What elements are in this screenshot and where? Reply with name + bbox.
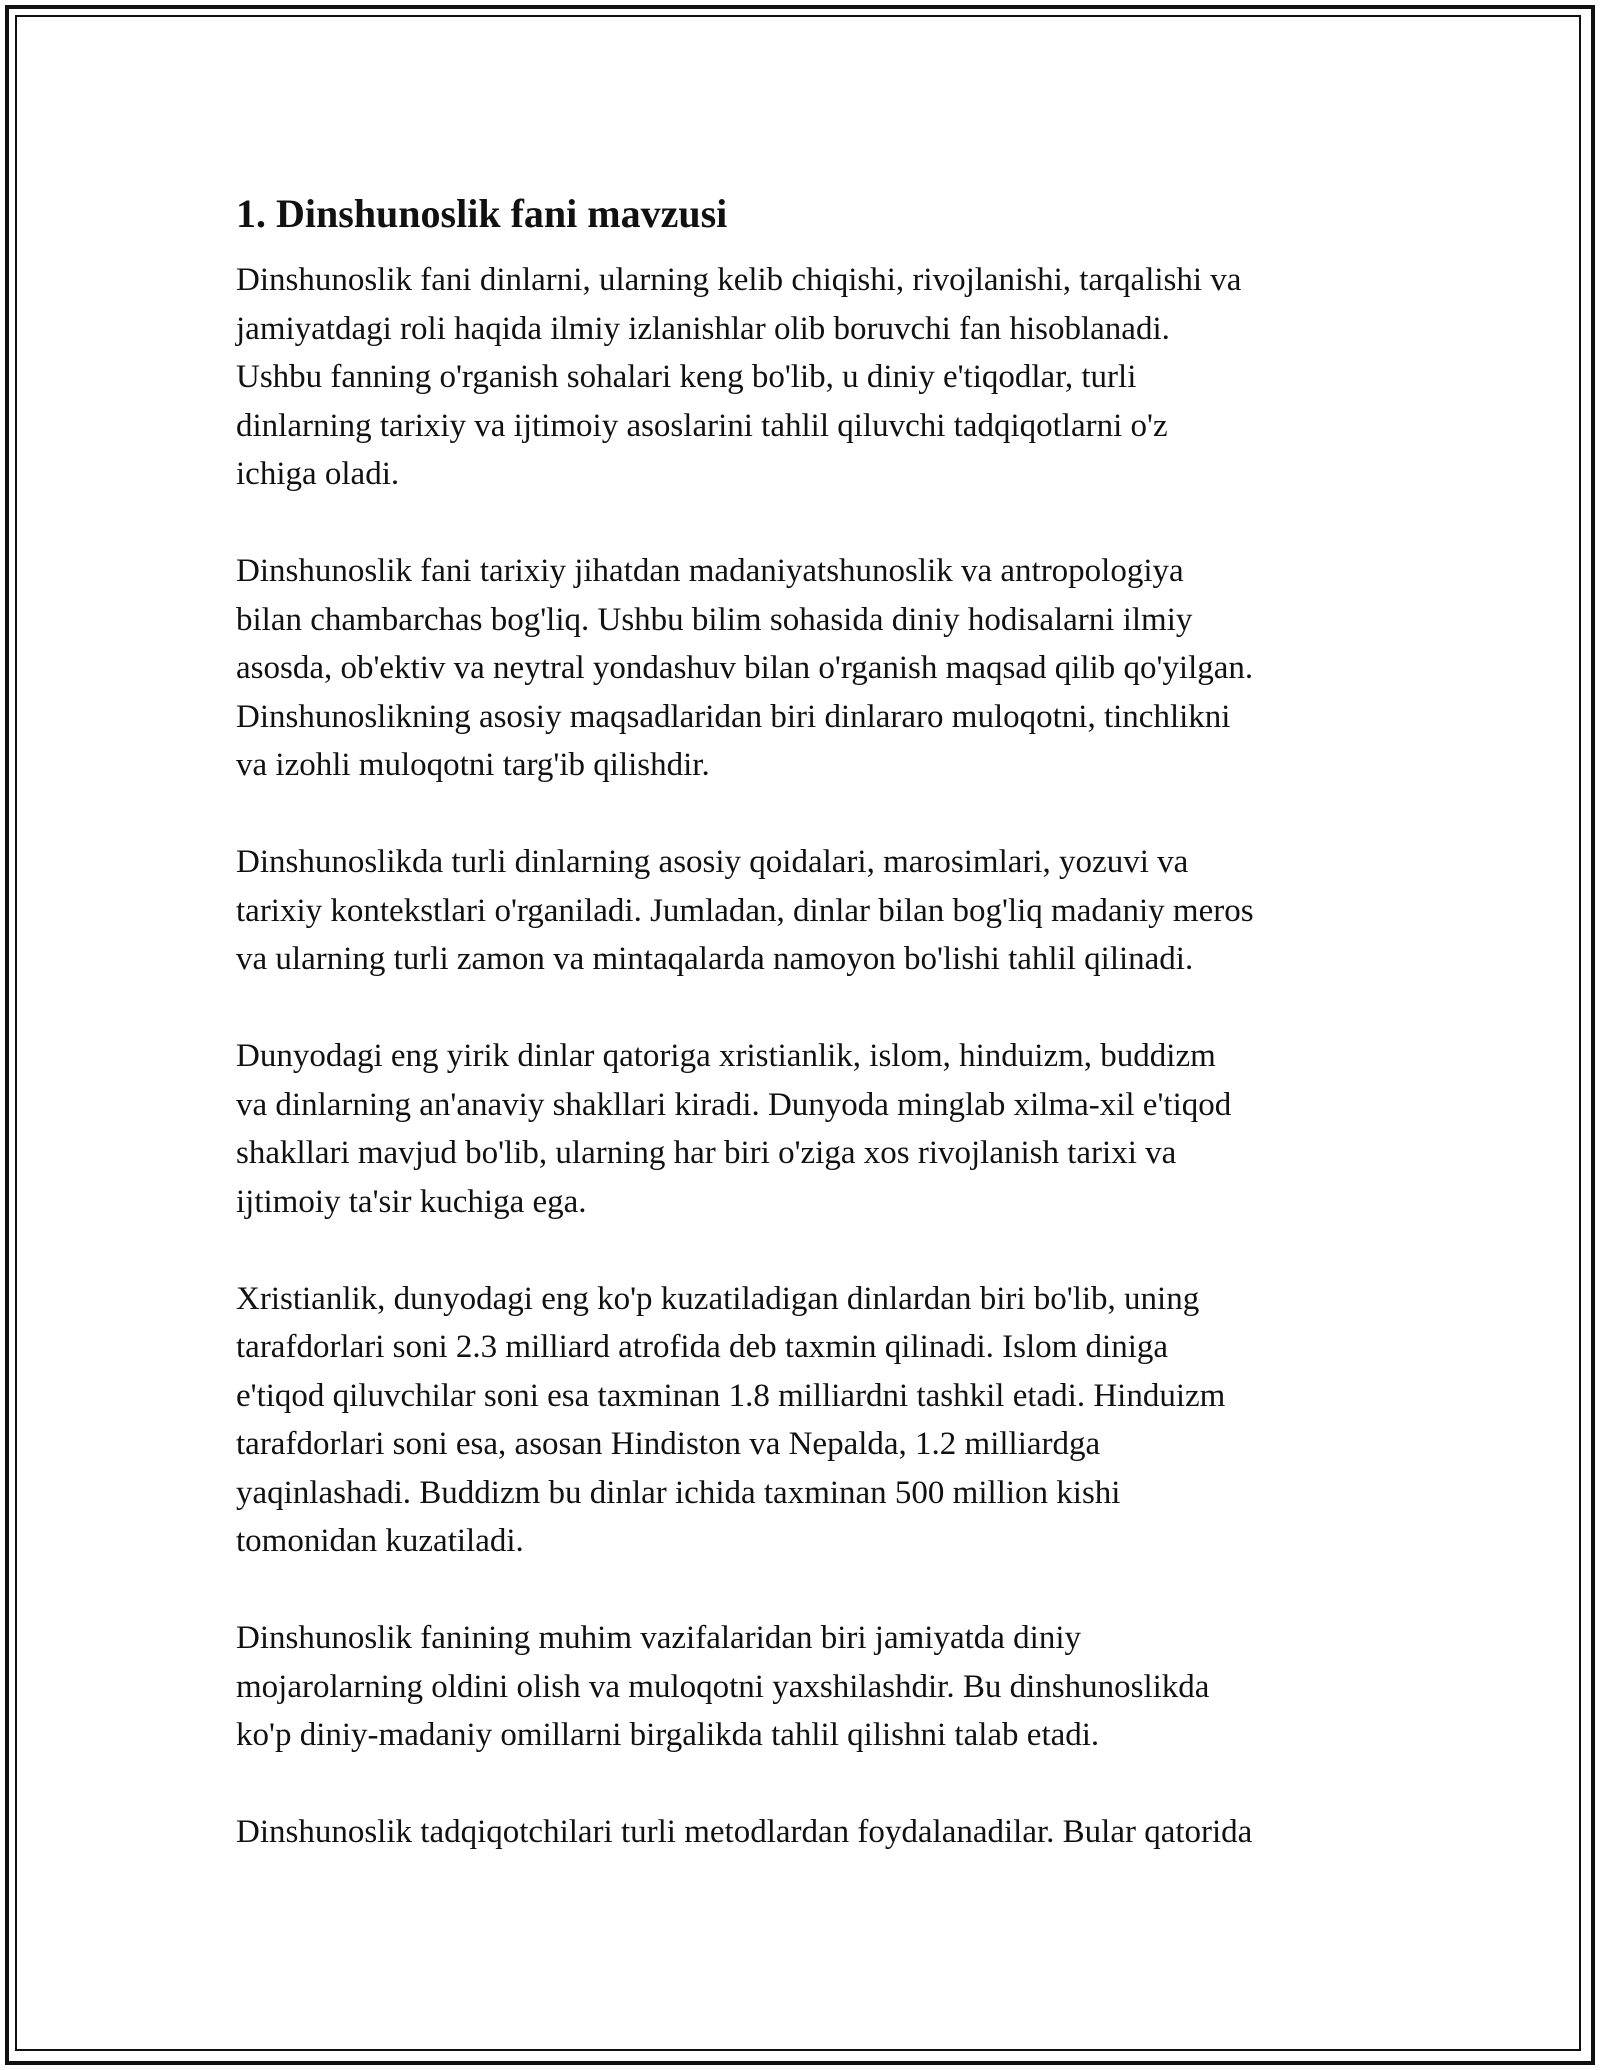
- paragraph-gap: [236, 1566, 1376, 1615]
- text-line: Dinshunoslik fanining muhim vazifalaridan biri jamiyatda diniy: [236, 1620, 1081, 1656]
- text-line: va ularning turli zamon va mintaqalarda namoyon bo'lishi tahlil qilinadi.: [236, 941, 1194, 977]
- text-line: e'tiqod qiluvchilar soni esa taxminan 1.8 milliardni tashkil etadi. Hinduizm: [236, 1377, 1226, 1414]
- text-line: va izohli muloqotni targ'ib qilishdir.: [236, 747, 710, 783]
- text-line: yaqinlashadi. Buddizm bu dinlar ichida taxminan 500 million kishi: [236, 1474, 1121, 1511]
- paragraph-3: [236, 838, 1376, 984]
- text-line: tarixiy kontekstlari o'rganiladi. Jumladan, dinlar bilan bog'liq madaniy meros: [236, 892, 1254, 929]
- text-line: tarafdorlari soni esa, asosan Hindiston va Nepalda, 1.2 milliardga: [236, 1426, 1101, 1462]
- paragraph-gap: [236, 790, 1376, 839]
- section-title: 1. Dinshunoslik fani mavzusi: [236, 191, 728, 236]
- text-line: Dinshunoslikda turli dinlarning asosiy qoidalari, marosimlari, yozuvi va: [236, 844, 1189, 880]
- paragraph-gap: [236, 1226, 1376, 1275]
- paragraph-2: [236, 547, 1376, 790]
- text-line: asosda, ob'ektiv va neytral yondashuv bilan o'rganish maqsad qilib qo'yilgan.: [236, 650, 1254, 686]
- paragraph-gap: [236, 499, 1376, 548]
- text-line: Xristianlik, dunyodagi eng ko'p kuzatiladigan dinlardan biri bo'lib, uning: [236, 1280, 1200, 1317]
- text-line: ichiga oladi.: [236, 456, 400, 492]
- text-line: jamiyatdagi roli haqida ilmiy izlanishlar olib boruvchi fan hisoblanadi.: [236, 310, 1170, 347]
- paragraph-1: [236, 256, 1376, 499]
- text-line: tarafdorlari soni 2.3 milliard atrofida deb taxmin qilinadi. Islom diniga: [236, 1329, 1169, 1365]
- text-line: tomonidan kuzatiladi.: [236, 1523, 524, 1559]
- text-line: Dunyodagi eng yirik dinlar qatoriga xristianlik, islom, hinduizm, buddizm: [236, 1038, 1216, 1074]
- text-line: va dinlarning an'anaviy shakllari kiradi. Dunyoda minglab xilma-xil e'tiqod: [236, 1086, 1232, 1123]
- paragraph-7: [236, 1808, 1376, 1857]
- paragraph-5: [236, 1275, 1376, 1566]
- text-line: ko'p diniy-madaniy omillarni birgalikda tahlil qilishni talab etadi.: [236, 1717, 1100, 1753]
- paragraph-gap: [236, 1760, 1376, 1809]
- text-line: bilan chambarchas bog'liq. Ushbu bilim sohasida diniy hodisalarni ilmiy: [236, 601, 1193, 638]
- text-line: Dinshunoslik fani dinlarni, ularning kelib chiqishi, rivojlanishi, tarqalishi va: [236, 262, 1242, 298]
- text-line: Ushbu fanning o'rganish sohalari keng bo'lib, u diniy e'tiqodlar, turli: [236, 359, 1137, 395]
- paragraph-4: [236, 1032, 1376, 1226]
- paragraph-gap: [236, 984, 1376, 1033]
- paragraph-6: [236, 1614, 1376, 1760]
- text-line: Dinshunoslik fani tarixiy jihatdan madaniyatshunoslik va antropologiya: [236, 553, 1184, 589]
- text-line: ijtimoiy ta'sir kuchiga ega.: [236, 1183, 587, 1220]
- text-line: dinlarning tarixiy va ijtimoiy asoslarini tahlil qiluvchi tadqiqotlarni o'z: [236, 407, 1168, 444]
- text-line: Dinshunoslik tadqiqotchilari turli metodlardan foydalanadilar. Bular qatorida: [236, 1814, 1253, 1850]
- document-body: [236, 186, 1376, 1857]
- text-line: Dinshunoslikning asosiy maqsadlaridan biri dinlararo muloqotni, tinchlikni: [236, 698, 1231, 735]
- text-line: mojarolarning oldini olish va muloqotni yaxshilashdir. Bu dinshunoslikda: [236, 1668, 1210, 1705]
- text-line: shakllari mavjud bo'lib, ularning har biri o'ziga xos rivojlanish tarixi va: [236, 1135, 1177, 1171]
